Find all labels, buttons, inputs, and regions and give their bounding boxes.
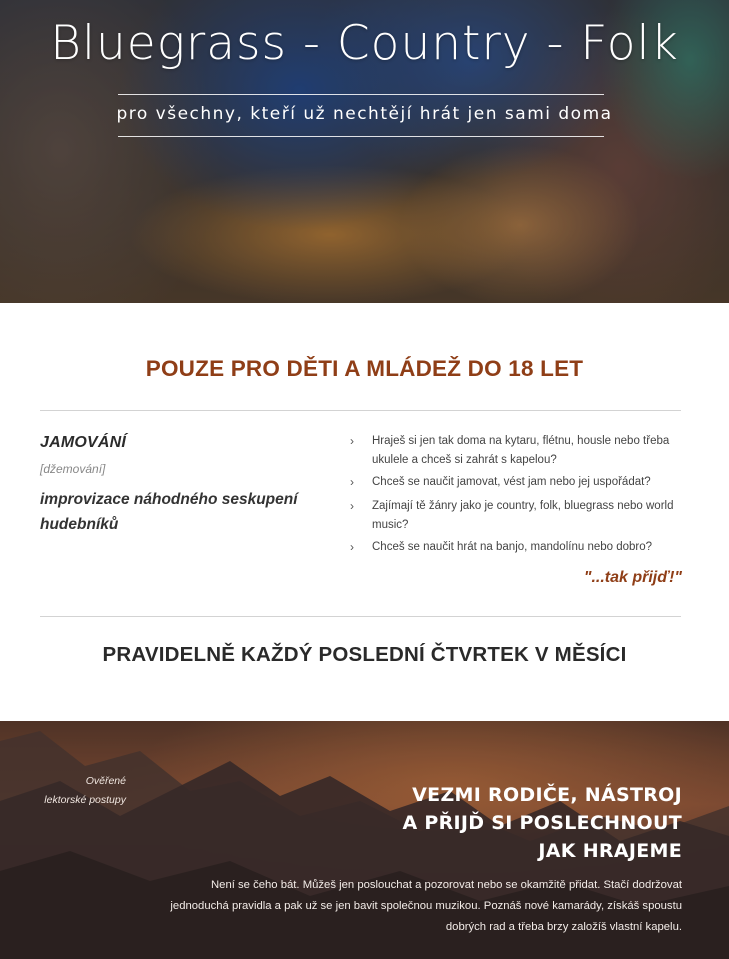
- schedule-heading: PRAVIDELNĚ KAŽDÝ POSLEDNÍ ČTVRTEK V MĚSÍCI: [102, 643, 627, 666]
- term-title: JAMOVÁNÍ: [40, 434, 127, 451]
- list-item: [350, 432, 680, 470]
- question-text: Chceš se naučit jamovat, vést jam nebo jej uspořádat?: [372, 476, 651, 488]
- section-divider-top: [40, 410, 681, 411]
- chevron-right-icon: ›: [350, 475, 354, 489]
- question-list: [350, 432, 680, 560]
- hero-subtitle: pro všechny, kteří už nechtějí hrát jen sami doma: [116, 104, 613, 124]
- invite-title-line: A PŘIJĎ SI POSLECHNOUT: [402, 812, 682, 834]
- method-note-line2: lektorské postupy: [44, 794, 126, 806]
- term-pronunciation: [džemování]: [40, 462, 106, 476]
- call-to-action-text: "...tak přijď!": [583, 569, 682, 586]
- question-text: Chceš se naučit hrát na banjo, mandolínu nebo dobro?: [372, 541, 653, 553]
- invite-title: [402, 781, 682, 865]
- method-note-line1: Ověřené: [85, 775, 126, 787]
- hero-rule-top: [118, 94, 604, 95]
- question-text: Zajímají tě žánry jako je country, folk, bluegrass nebo world music?: [372, 500, 674, 531]
- invite-title-line: JAK HRAJEME: [538, 840, 682, 862]
- chevron-right-icon: ›: [350, 434, 354, 448]
- method-note: [28, 772, 126, 810]
- list-item: [350, 538, 680, 557]
- hero-banner: [0, 0, 729, 303]
- hero-rule-bottom: [118, 136, 604, 137]
- invite-description: Není se čeho bát. Můžeš jen poslouchat a pozorovat nebo se okamžitě přidat. Stačí dodržovat jednoduchá pravidla a pak už se jen bavit společnou muzikou. Poznáš nové kamarády, získáš spoustu dobrých rad a třeba brzy založíš vlastní kapelu.: [170, 879, 682, 933]
- list-item: [350, 497, 680, 535]
- chevron-right-icon: ›: [350, 499, 354, 513]
- chevron-right-icon: ›: [350, 540, 354, 554]
- section-divider-bottom: [40, 616, 681, 617]
- term-definition: improvizace náhodného seskupení hudebníků: [40, 491, 298, 533]
- invite-title-line: VEZMI RODIČE, NÁSTROJ: [412, 784, 682, 806]
- hero-title: Bluegrass - Country - Folk: [50, 16, 679, 71]
- list-item: [350, 473, 680, 492]
- question-text: Hraješ si jen tak doma na kytaru, flétnu, housle nebo třeba ukulele a chceš si zahrát s kapelou?: [372, 435, 670, 466]
- age-restriction-heading: POUZE PRO DĚTI A MLÁDEŽ DO 18 LET: [145, 356, 584, 381]
